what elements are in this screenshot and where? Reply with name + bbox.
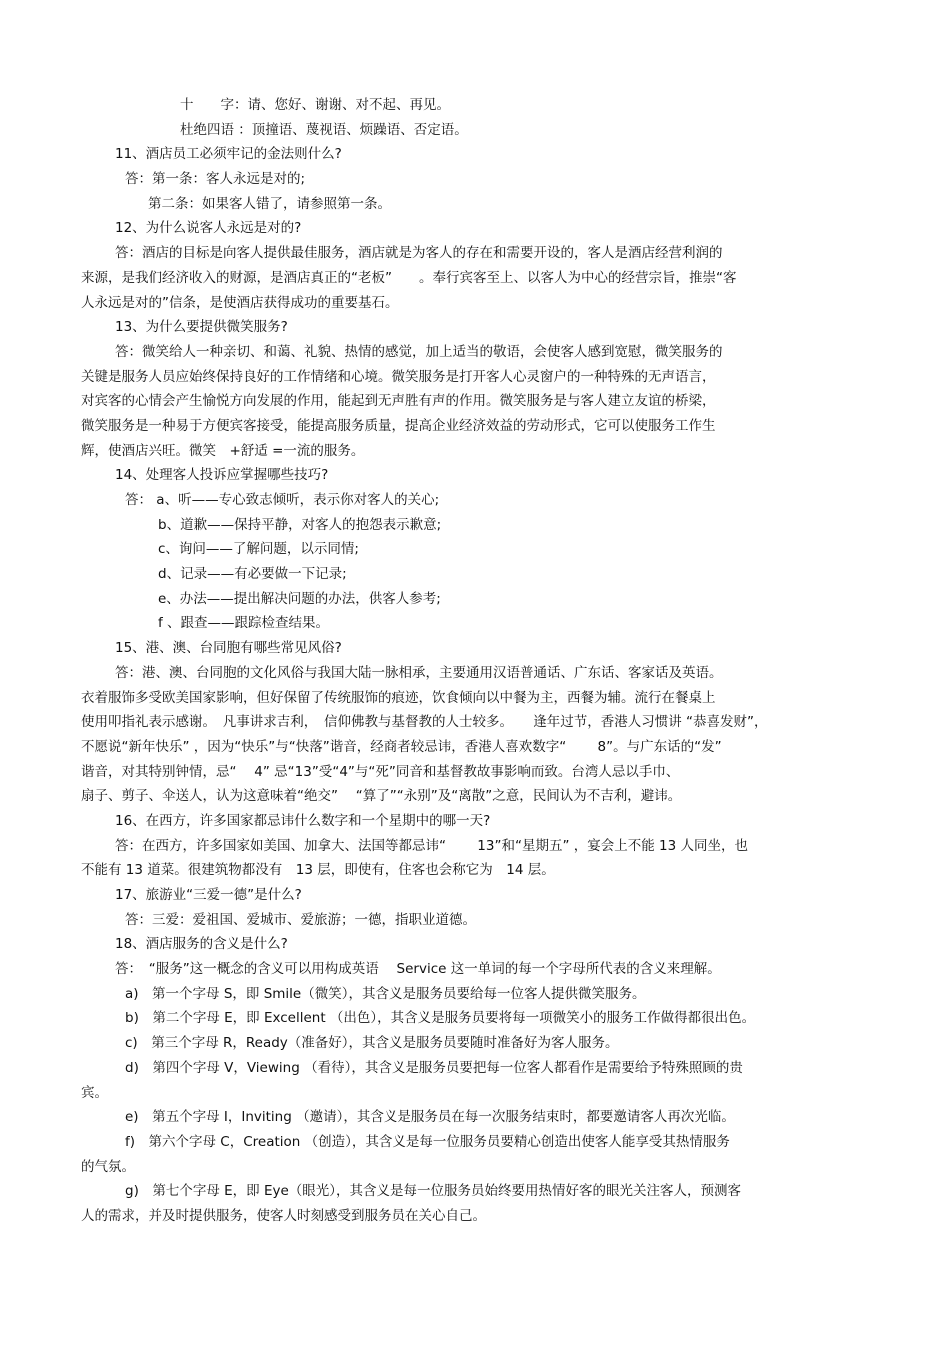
list-item: c、询问——了解问题，以示同情; — [158, 541, 359, 558]
list-item: d、记录——有必要做一下记录; — [158, 566, 347, 583]
text-line: 辉，使酒店兴旺。微笑 +舒适 =一流的服务。 — [81, 442, 365, 459]
list-item: b、道歉——保持平静，对客人的抱怨表示歉意; — [158, 516, 442, 533]
question-heading: 18、酒店服务的含义是什么? — [115, 936, 288, 953]
answer-line: 答：微笑给人一种亲切、和蔼、礼貌、热情的感觉，加上适当的敬语，会使客人感到宽慰，微笑服务的 — [115, 343, 723, 360]
text-line: 宾。 — [81, 1084, 108, 1101]
text-line: 扇子、剪子、伞送人，认为这意味着“绝交” “算了”“永别”及“离散”之意，民间认为不吉利，避讳。 — [81, 788, 682, 805]
list-item: a) 第一个字母 S，即 Smile（微笑），其含义是服务员要给每一位客人提供微笑服务。 — [125, 985, 646, 1002]
answer-line: 答：三爱：爱祖国、爱城市、爱旅游；一德，指职业道德。 — [125, 911, 476, 928]
text-line: 来源，是我们经济收入的财源，是酒店真正的“老板” 。奉行宾客至上、以客人为中心的经营宗旨，推崇“客 — [81, 269, 737, 286]
list-item: c) 第三个字母 R，Ready（准备好），其含义是服务员要随时准备好为客人服务。 — [125, 1035, 619, 1052]
answer-line: 答：第一条：客人永远是对的; — [125, 171, 306, 188]
question-heading: 14、处理客人投诉应掌握哪些技巧? — [115, 467, 329, 484]
list-item: e、办法——提出解决问题的办法，供客人参考; — [158, 590, 441, 607]
text-line: 杜绝四语 ：顶撞语、蔑视语、烦躁语、否定语。 — [180, 121, 468, 138]
list-item: g) 第七个字母 E，即 Eye（眼光），其含义是每一位服务员始终要用热情好客的眼光关注客人，预测客 — [125, 1183, 742, 1200]
text-line: 衣着服饰多受欧美国家影响，但好保留了传统服饰的痕迹，饮食倾向以中餐为主，西餐为辅。流行在餐桌上 — [81, 689, 716, 706]
text-line: 不愿说“新年快乐” ，因为“快乐”与“快落”谐音，经商者较忌讳，香港人喜欢数字“ 8”。与广东话的“发” — [81, 738, 722, 755]
question-heading: 15、港、澳、台同胞有哪些常见风俗? — [115, 640, 342, 657]
answer-line: 答： a、听——专心致志倾听，表示你对客人的关心; — [125, 492, 440, 508]
text-line: 十 字：请、您好、谢谢、对不起、再见。 — [180, 97, 450, 113]
answer-line: 答：酒店的目标是向客人提供最佳服务，酒店就是为客人的存在和需要开设的，客人是酒店经营利润的 — [115, 245, 723, 262]
answer-line: 答：港、澳、台同胞的文化风俗与我国大陆一脉相承，主要通用汉语普通话、广东话、客家话及英语。 — [115, 664, 723, 681]
question-heading: 16、在西方，许多国家都忌讳什么数字和一个星期中的哪一天? — [115, 812, 491, 829]
list-item: d) 第四个字母 V，Viewing （看待），其含义是服务员要把每一位客人都看作是需要给予特殊照顾的贵 — [125, 1059, 743, 1076]
text-line: 人的需求，并及时提供服务，使客人时刻感受到服务员在关心自己。 — [81, 1207, 486, 1224]
text-line: 不能有 13 道菜。很建筑物都没有 13 层，即使有，住客也会称它为 14 层。 — [81, 862, 555, 879]
list-item: b) 第二个字母 E，即 Excellent （出色），其含义是服务员要将每一项微笑小的服务工作做得都很出色。 — [125, 1010, 756, 1027]
list-item: e) 第五个字母 I，Inviting （邀请），其含义是服务员在每一次服务结束时，都要邀请客人再次光临。 — [125, 1109, 735, 1126]
text-line: 关键是服务人员应始终保持良好的工作情绪和心境。微笑服务是打开客人心灵窗户的一种特殊的无声语言， — [81, 368, 716, 385]
question-heading: 13、为什么要提供微笑服务? — [115, 319, 288, 336]
list-item: f 、跟查——跟踪检查结果。 — [158, 615, 330, 632]
question-heading: 11、酒店员工必须牢记的金法则什么? — [115, 146, 342, 163]
text-line: 对宾客的心情会产生愉悦方向发展的作用，能起到无声胜有声的作用。微笑服务是与客人建立友谊的桥梁， — [81, 393, 716, 410]
text-line: 谐音，对其特别钟情，忌“ 4” 忌“13”受“4”与“死”同音和基督教故事影响而致。台湾人忌以手巾、 — [81, 763, 680, 780]
answer-line: 答：在西方，许多国家如美国、加拿大、法国等都忌讳“ 13”和“星期五” ，宴会上不能 13 人同坐，也 — [115, 837, 748, 854]
question-heading: 17、旅游业“三爱一德”是什么? — [115, 887, 302, 903]
text-line: 微笑服务是一种易于方便宾客接受，能提高服务质量，提高企业经济效益的劳动形式，它可以使服务工作生 — [81, 417, 716, 434]
list-item: f) 第六个字母 C，Creation （创造），其含义是每一位服务员要精心创造出使客人能享受其热情服务 — [125, 1133, 730, 1150]
question-heading: 12、为什么说客人永远是对的? — [115, 220, 302, 237]
text-line: 使用叩指礼表示感谢。 凡事讲求吉利， 信仰佛教与基督教的人士较多。 逢年过节，香港人习惯讲 “恭喜发财”， — [81, 714, 768, 731]
text-line: 第二条：如果客人错了，请参照第一条。 — [148, 195, 391, 212]
text-line: 人永远是对的”信条，是使酒店获得成功的重要基石。 — [81, 294, 399, 311]
answer-line: 答： “服务”这一概念的含义可以用构成英语 Service 这一单词的每一个字母所代表的含义来理解。 — [115, 961, 721, 978]
text-line: 的气氛。 — [81, 1158, 135, 1175]
